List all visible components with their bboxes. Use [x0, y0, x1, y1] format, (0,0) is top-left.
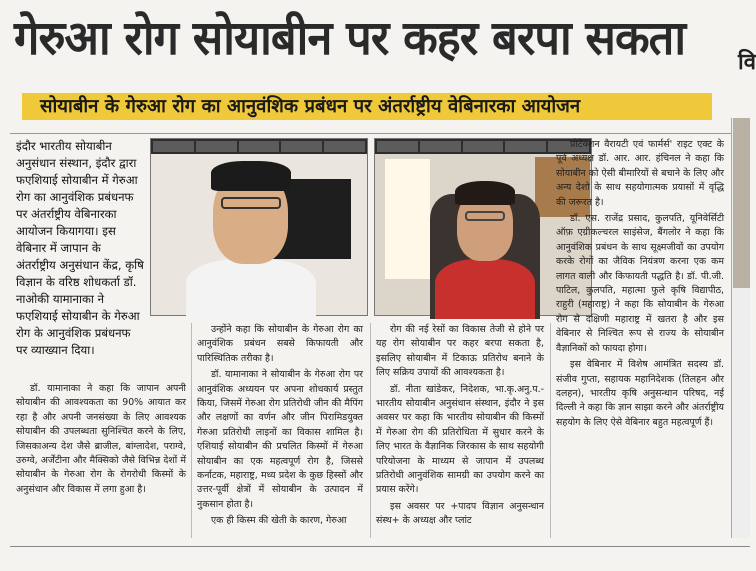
article-paragraph: उन्होंने कहा कि सोयाबीन के गेरुआ रोग का आनुवंशिक प्रबंधन सबसे किफायती और पारिस्थितिक तरीका है। [197, 324, 363, 364]
video-call-participant-strip [151, 139, 367, 154]
article-paragraph: एक ही किस्म की खेती के कारण, गेरुआ [211, 515, 347, 527]
article-paragraph: रोग की नई रेसों का विकास तेजी से होने पर यह रोग सोयाबीन पर कहर बरपा सकता है, इसलिए सोयाबीन में टिकाऊ प्रतिरोध बनाने के लिए सक्रिय उपायों की आवश्यकता है। [376, 324, 544, 379]
footer-divider [10, 546, 750, 547]
article-paragraph: प्रोटेक्शन वैरायटी एवं फार्मर्स' राइट एक्ट के पूर्व अध्यक्ष डॉ. आर. आर. हंचिनल ने कहा कि सोयाबीन को ऐसी बीमारियों से बचाने के लिए और अन्य देशो के साथ सहयोगात्मक प्रयासों में वृद्धि की जरूरत है। [556, 139, 724, 208]
subheadline: सोयाबीन के गेरुआ रोग का आनुवंशिक प्रबंधन पर अंतर्राष्ट्रीय वेबिनारका आयोजन [40, 96, 581, 117]
column-divider [370, 323, 371, 538]
article-paragraph: डॉ. एस. राजेंद्र प्रसाद, कुलपति, यूनिवेर्सिटी ऑफ़ एग्रीकल्चरल साइंसेज, बैंगलोर ने कहा कि आनुवंशिक प्रबंधन के साथ सूक्ष्मजीवों का उपयोग करके रोगों का जैविक नियंत्रण करना एक कम लागत वाली और किफायती पद्धति है। डॉ. पी.जी. पाटिल, कुलपति, महात्मा फुले कृषि विद्यापीठ, राहुरी (महाराष्ट्र) ने कहा कि सोयाबीन के गेरुआ रोग से दक्षिणी महाराष्ट्र में खतरा है और इस वेबिनार से निश्चित रूप से राज्य के सोयाबीन वैज्ञानिकों को फायदा होगा। [556, 213, 724, 354]
speaker-hair [211, 161, 291, 191]
article-column-3 [376, 323, 544, 563]
article-paragraph: डॉ. नीता खांडेकर, निदेशक, भा.कृ.अनु.प.-भारतीय सोयाबीन अनुसंधान संस्थान, इंदौर ने इस अवसर पर कहा कि भारतीय सोयाबीन की किस्मों में गेरुआ रोग की प्रतिरोधिता में सुधार करने के लिए भारत के वैज्ञानिक जिरकास के साथ सहयोगी परियोजना के माध्यम से जापान में उपलब्ध प्रतिरोधी आनुवंशिक सामग्री का उपयोग करने का प्रयास करेंगे। [376, 383, 544, 496]
glasses-icon [221, 197, 281, 209]
article-column-4 [556, 138, 724, 538]
column-divider [550, 323, 551, 538]
adjacent-article-fragment: वि [738, 50, 756, 75]
webinar-photo-speaker [150, 138, 368, 316]
director-hair [455, 181, 515, 205]
window-background [385, 159, 430, 279]
column-divider [191, 323, 192, 538]
director-saree [435, 259, 535, 319]
article-paragraph: इस अवसर पर +पादप विज्ञान अनुसन्धान संस्थ+ के अध्यक्ष और प्लांट [376, 500, 544, 527]
glasses-icon [465, 211, 505, 221]
article-paragraph: डॉ. यामानाका ने कहा कि जापान अपनी सोयाबीन की आवश्यकता का 90% आयात कर रहा है और अपनी जनसंख्या के लिए आवश्यक सोयाबीन की उपलब्धता सुनिश्चित करने के लिए, जिसकाअन्य देश जैसे ब्राजील, बांग्लादेश, पराग्वे, उरुग्वे, अर्जेंटीना और मैक्सिको जैसे विभिन्न देशों में सोयाबीन के गेरुआ रोग के रोगरोधी किस्मों के अनुसंधान और विकास में लगा हुआ है। [16, 383, 186, 495]
article-column-2 [197, 323, 363, 533]
header-divider [10, 133, 750, 134]
adjacent-article-photo [733, 118, 750, 288]
lead-paragraph: इंदौर भारतीय सोयाबीन अनुसंधान संस्थान, इंदौर द्वारा फएशियाई सोयाबीन में गेरुआ रोग का आनुवंशिक प्रबंधनफ पर अंतर्राष्ट्रीय वेबिनारका आयोजन कियागया। इस वेबिनार में जापान के अंतर्राष्ट्रीय अनुसंधान केंद्र, कृषि विज्ञान के वरिष्ठ शोधकर्ता डॉ. नाओकी यामानाका ने फएशियाई सोयाबीन के गेरुआ रोग के आनुवंशिक प्रबंधनफ पर व्याख्यान दिया। [16, 139, 144, 357]
article-paragraph: डॉ. यामानाका ने सोयाबीन के गेरुआ रोग पर आनुवंशिक अध्ययन पर अपना शोधकार्य प्रस्तुत किया, जिसमें गेरुआ रोग प्रतिरोधी जीन की मैपिंग और लक्षणों का वर्णन और जीन पिरामिडयुक्त गेरुआ प्रतिरोधी लाइनों का विकास शामिल है। एशियाई सोयाबीन की प्रचलित किस्मों में गेरुआ सोयाबीन का एक महत्वपूर्ण रोग है, जिससे कर्नाटक, महाराष्ट्र, मध्य प्रदेश के कुछ हिस्सों और उत्तर-पूर्वी क्षेत्रों में सोयाबीन के उत्पादन में नुकसान होता है। [197, 369, 363, 510]
article-column-1 [16, 382, 186, 532]
speaker-shirt [186, 259, 316, 319]
headline: गेरुआ रोग सोयाबीन पर कहर बरपा सकता [14, 11, 686, 66]
article-paragraph: इस वेबिनार में विशेष आमंत्रित सदस्य डॉ. संजीव गुप्ता, सहायक महानिदेशक (तिलहन और दलहन), भारतीय कृषि अनुसन्धान परिषद, नई दिल्ली ने कहा कि ज्ञान साझा करने और अंतर्राष्ट्रीय सहयोग के लिए ऐसे वेबिनार बहुत महत्वपूर्ण हैं। [556, 359, 724, 428]
